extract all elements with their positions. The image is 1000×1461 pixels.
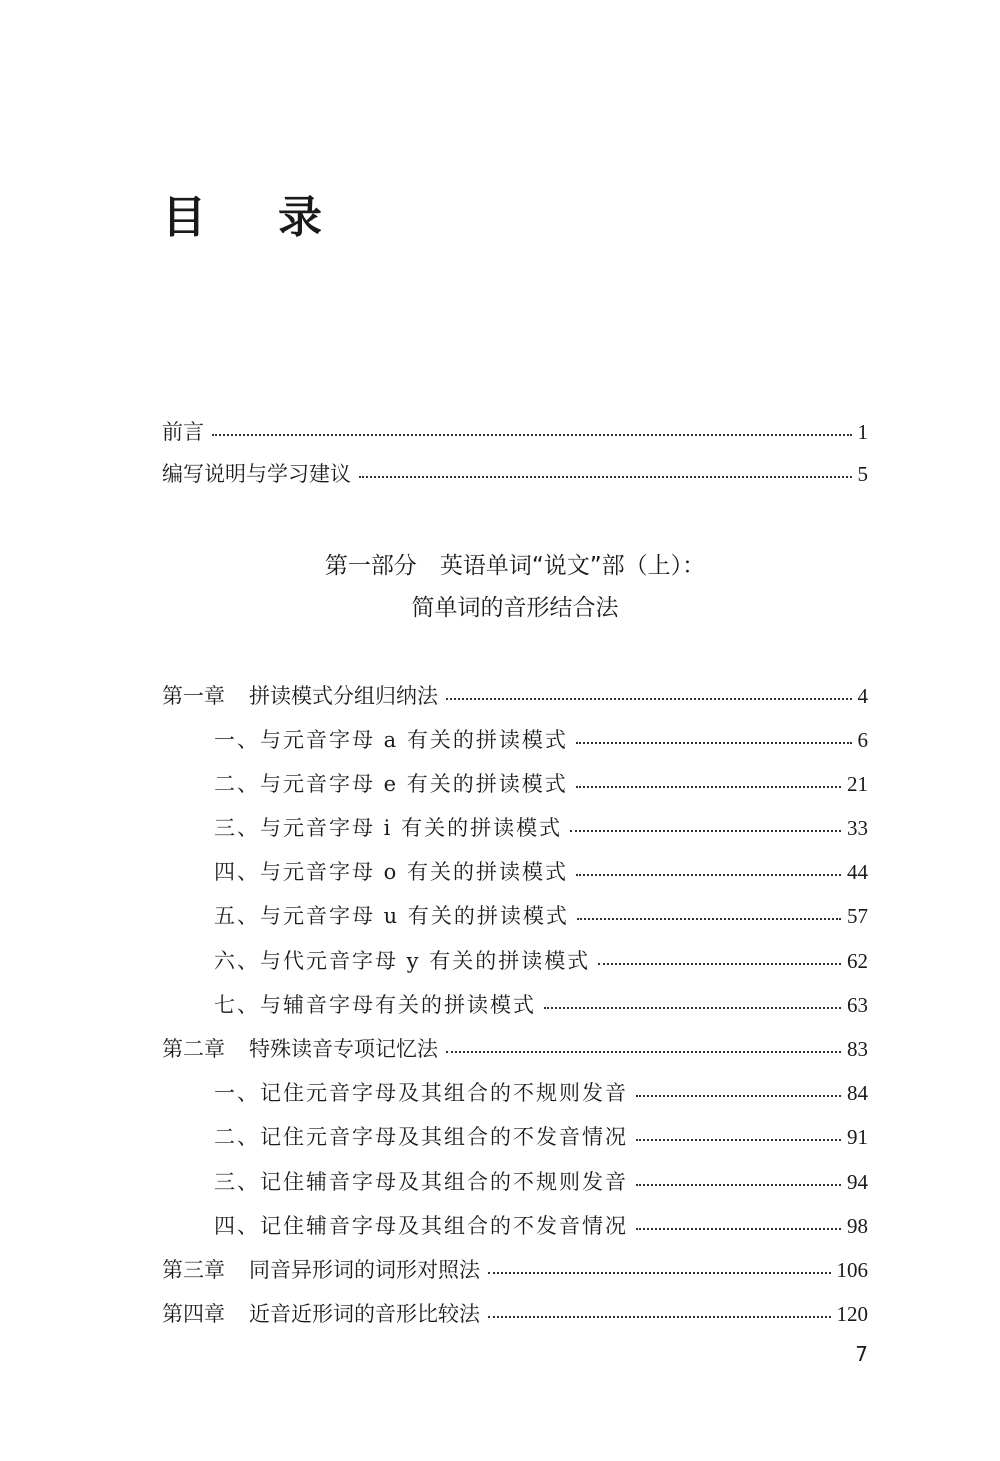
dot-leader (446, 1051, 841, 1053)
toc-section[interactable] (214, 894, 868, 938)
toc-page-number: 4 (857, 684, 868, 708)
section-title: 三、与元音字母 i 有关的拼读模式 (214, 816, 563, 840)
toc-section[interactable] (214, 1115, 868, 1159)
toc-entry-preface[interactable] (162, 410, 868, 454)
toc-page-number: 62 (847, 949, 868, 973)
section-title: 四、记住辅音字母及其组合的不发音情况 (214, 1214, 628, 1238)
section-title: 二、与元音字母 e 有关的拼读模式 (214, 772, 568, 796)
toc-page-number: 44 (847, 860, 868, 884)
toc-label: 编写说明与学习建议 (162, 462, 351, 486)
chapter-title: 近音近形词的音形比较法 (249, 1302, 480, 1326)
section-title: 六、与代元音字母 y 有关的拼读模式 (214, 949, 591, 973)
section-title: 一、与元音字母 a 有关的拼读模式 (214, 728, 568, 752)
dot-leader (576, 786, 841, 788)
toc-section[interactable] (214, 1204, 868, 1248)
toc-chapter-4[interactable] (162, 1292, 868, 1336)
toc-label: 前言 (162, 420, 204, 444)
section-title: 五、与元音字母 u 有关的拼读模式 (214, 904, 569, 928)
dot-leader (636, 1228, 841, 1230)
dot-leader (488, 1316, 831, 1318)
toc-section[interactable] (214, 762, 868, 806)
chapter-number: 第二章 (162, 1037, 225, 1061)
toc-page-number: 98 (847, 1214, 868, 1238)
toc-page-number: 5 (857, 462, 868, 486)
part-heading-line1: 第一部分 英语单词“说文”部（上）： (324, 553, 706, 579)
page-folio: 7 (855, 1342, 868, 1366)
dot-leader (446, 698, 852, 700)
chapter-number: 第一章 (162, 684, 225, 708)
section-title: 二、记住元音字母及其组合的不发音情况 (214, 1125, 628, 1149)
toc-page-number: 57 (847, 904, 868, 928)
toc-page-number: 120 (836, 1302, 868, 1326)
dot-leader (636, 1139, 841, 1141)
toc-section[interactable] (214, 983, 868, 1027)
toc-chapter-3[interactable] (162, 1248, 868, 1292)
section-title: 三、记住辅音字母及其组合的不规则发音 (214, 1170, 628, 1194)
toc-page-number: 106 (836, 1258, 868, 1282)
part-heading-line2: 简单词的音形结合法 (411, 595, 619, 621)
dot-leader (544, 1007, 841, 1009)
chapter-title: 特殊读音专项记忆法 (249, 1037, 438, 1061)
toc-page-number: 1 (857, 420, 868, 444)
toc-page-number: 63 (847, 993, 868, 1017)
dot-leader (576, 742, 852, 744)
dot-leader (636, 1184, 841, 1186)
dot-leader (577, 918, 841, 920)
section-title: 一、记住元音字母及其组合的不规则发音 (214, 1081, 628, 1105)
toc-chapter-1[interactable] (162, 674, 868, 718)
dot-leader (576, 874, 841, 876)
toc-section[interactable] (214, 806, 868, 850)
toc-section[interactable] (214, 1160, 868, 1204)
section-title: 七、与辅音字母有关的拼读模式 (214, 993, 536, 1017)
toc-page-number: 33 (847, 816, 868, 840)
chapter-number: 第三章 (162, 1258, 225, 1282)
toc-entry-notes[interactable] (162, 452, 868, 496)
dot-leader (212, 434, 852, 436)
toc-page-number: 83 (847, 1037, 868, 1061)
dot-leader (598, 963, 841, 965)
toc-page-number: 21 (847, 772, 868, 796)
dot-leader (359, 476, 852, 478)
chapter-title: 拼读模式分组归纳法 (249, 684, 438, 708)
toc-section[interactable] (214, 1071, 868, 1115)
chapter-number: 第四章 (162, 1302, 225, 1326)
toc-section[interactable] (214, 718, 868, 762)
toc-page-number: 91 (847, 1125, 868, 1149)
toc-chapter-2[interactable] (162, 1027, 868, 1071)
toc-page-number: 94 (847, 1170, 868, 1194)
toc-page-number: 6 (857, 728, 868, 752)
dot-leader (570, 830, 841, 832)
dot-leader (488, 1272, 831, 1274)
chapter-title: 同音异形词的词形对照法 (249, 1258, 480, 1282)
dot-leader (636, 1095, 841, 1097)
page-title: 目录 (162, 192, 394, 243)
section-title: 四、与元音字母 o 有关的拼读模式 (214, 860, 568, 884)
toc-section[interactable] (214, 939, 868, 983)
toc-page-number: 84 (847, 1081, 868, 1105)
toc-section[interactable] (214, 850, 868, 894)
